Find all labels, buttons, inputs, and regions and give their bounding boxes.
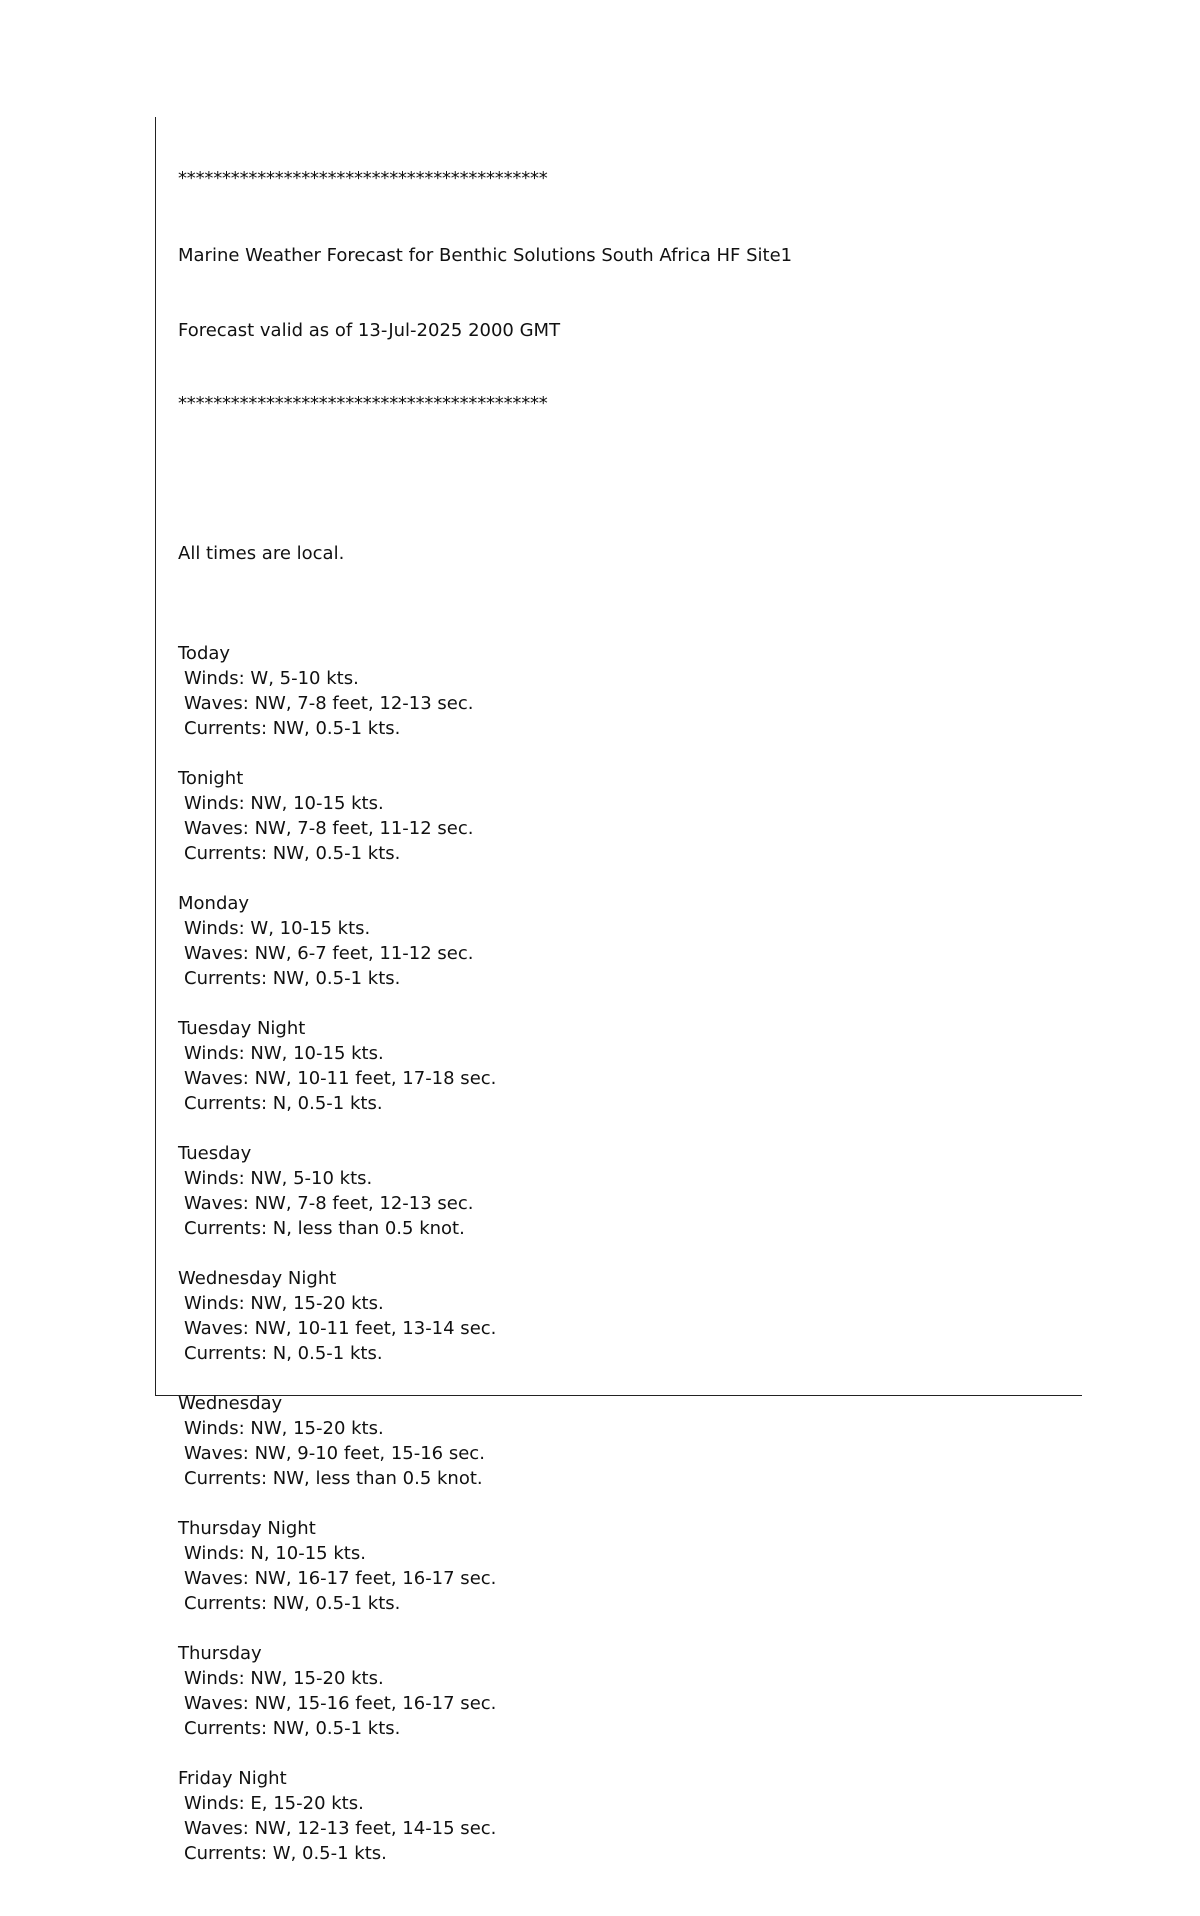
winds-line: Winds: NW, 10-15 kts.	[184, 793, 384, 814]
winds-line: Winds: E, 15-20 kts.	[184, 1793, 364, 1814]
currents-line: Currents: NW, less than 0.5 knot.	[184, 1468, 483, 1489]
winds-line: Winds: W, 10-15 kts.	[184, 918, 371, 939]
forecast-title: Marine Weather Forecast for Benthic Solutions South Africa HF Site1	[178, 245, 793, 266]
forecast-period	[178, 1641, 792, 1741]
period-name: Today	[178, 643, 231, 664]
forecast-period	[178, 1516, 792, 1616]
currents-line: Currents: NW, 0.5-1 kts.	[184, 968, 401, 989]
forecast-period	[178, 1266, 792, 1366]
currents-line: Currents: W, 0.5-1 kts.	[184, 1843, 387, 1864]
forecast-valid-time: Forecast valid as of 13-Jul-2025 2000 GMT	[178, 320, 561, 341]
period-name: Monday	[178, 893, 250, 914]
forecast-document	[178, 116, 792, 1916]
waves-line: Waves: NW, 7-8 feet, 12-13 sec.	[184, 1193, 474, 1214]
header-stars-bottom: ******************************************	[178, 393, 548, 414]
currents-line: Currents: N, less than 0.5 knot.	[184, 1218, 465, 1239]
forecast-period	[178, 641, 792, 741]
waves-line: Waves: NW, 15-16 feet, 16-17 sec.	[184, 1693, 497, 1714]
waves-line: Waves: NW, 7-8 feet, 11-12 sec.	[184, 818, 474, 839]
winds-line: Winds: NW, 15-20 kts.	[184, 1293, 384, 1314]
waves-line: Waves: NW, 12-13 feet, 14-15 sec.	[184, 1818, 497, 1839]
times-note: All times are local.	[178, 543, 345, 564]
forecast-period	[178, 766, 792, 866]
currents-line: Currents: NW, 0.5-1 kts.	[184, 1718, 401, 1739]
winds-line: Winds: NW, 15-20 kts.	[184, 1418, 384, 1439]
winds-line: Winds: NW, 10-15 kts.	[184, 1043, 384, 1064]
header-stars-top: ******************************************	[178, 168, 548, 189]
forecast-periods	[178, 641, 792, 1866]
period-name: Wednesday	[178, 1393, 283, 1414]
forecast-period	[178, 1766, 792, 1866]
period-name: Tuesday	[178, 1143, 252, 1164]
currents-line: Currents: NW, 0.5-1 kts.	[184, 718, 401, 739]
period-name: Thursday Night	[178, 1518, 316, 1539]
forecast-period	[178, 1016, 792, 1116]
currents-line: Currents: N, 0.5-1 kts.	[184, 1343, 383, 1364]
period-name: Wednesday Night	[178, 1268, 337, 1289]
currents-line: Currents: NW, 0.5-1 kts.	[184, 1593, 401, 1614]
forecast-period	[178, 1391, 792, 1491]
period-name: Thursday	[178, 1643, 262, 1664]
waves-line: Waves: NW, 7-8 feet, 12-13 sec.	[184, 693, 474, 714]
forecast-period	[178, 891, 792, 991]
currents-line: Currents: NW, 0.5-1 kts.	[184, 843, 401, 864]
winds-line: Winds: W, 5-10 kts.	[184, 668, 359, 689]
forecast-period	[178, 1141, 792, 1241]
waves-line: Waves: NW, 10-11 feet, 13-14 sec.	[184, 1318, 497, 1339]
winds-line: Winds: NW, 15-20 kts.	[184, 1668, 384, 1689]
waves-line: Waves: NW, 9-10 feet, 15-16 sec.	[184, 1443, 485, 1464]
period-name: Tonight	[178, 768, 244, 789]
winds-line: Winds: N, 10-15 kts.	[184, 1543, 366, 1564]
waves-line: Waves: NW, 16-17 feet, 16-17 sec.	[184, 1568, 497, 1589]
period-name: Friday Night	[178, 1768, 287, 1789]
waves-line: Waves: NW, 10-11 feet, 17-18 sec.	[184, 1068, 497, 1089]
winds-line: Winds: NW, 5-10 kts.	[184, 1168, 373, 1189]
waves-line: Waves: NW, 6-7 feet, 11-12 sec.	[184, 943, 474, 964]
currents-line: Currents: N, 0.5-1 kts.	[184, 1093, 383, 1114]
period-name: Tuesday Night	[178, 1018, 306, 1039]
